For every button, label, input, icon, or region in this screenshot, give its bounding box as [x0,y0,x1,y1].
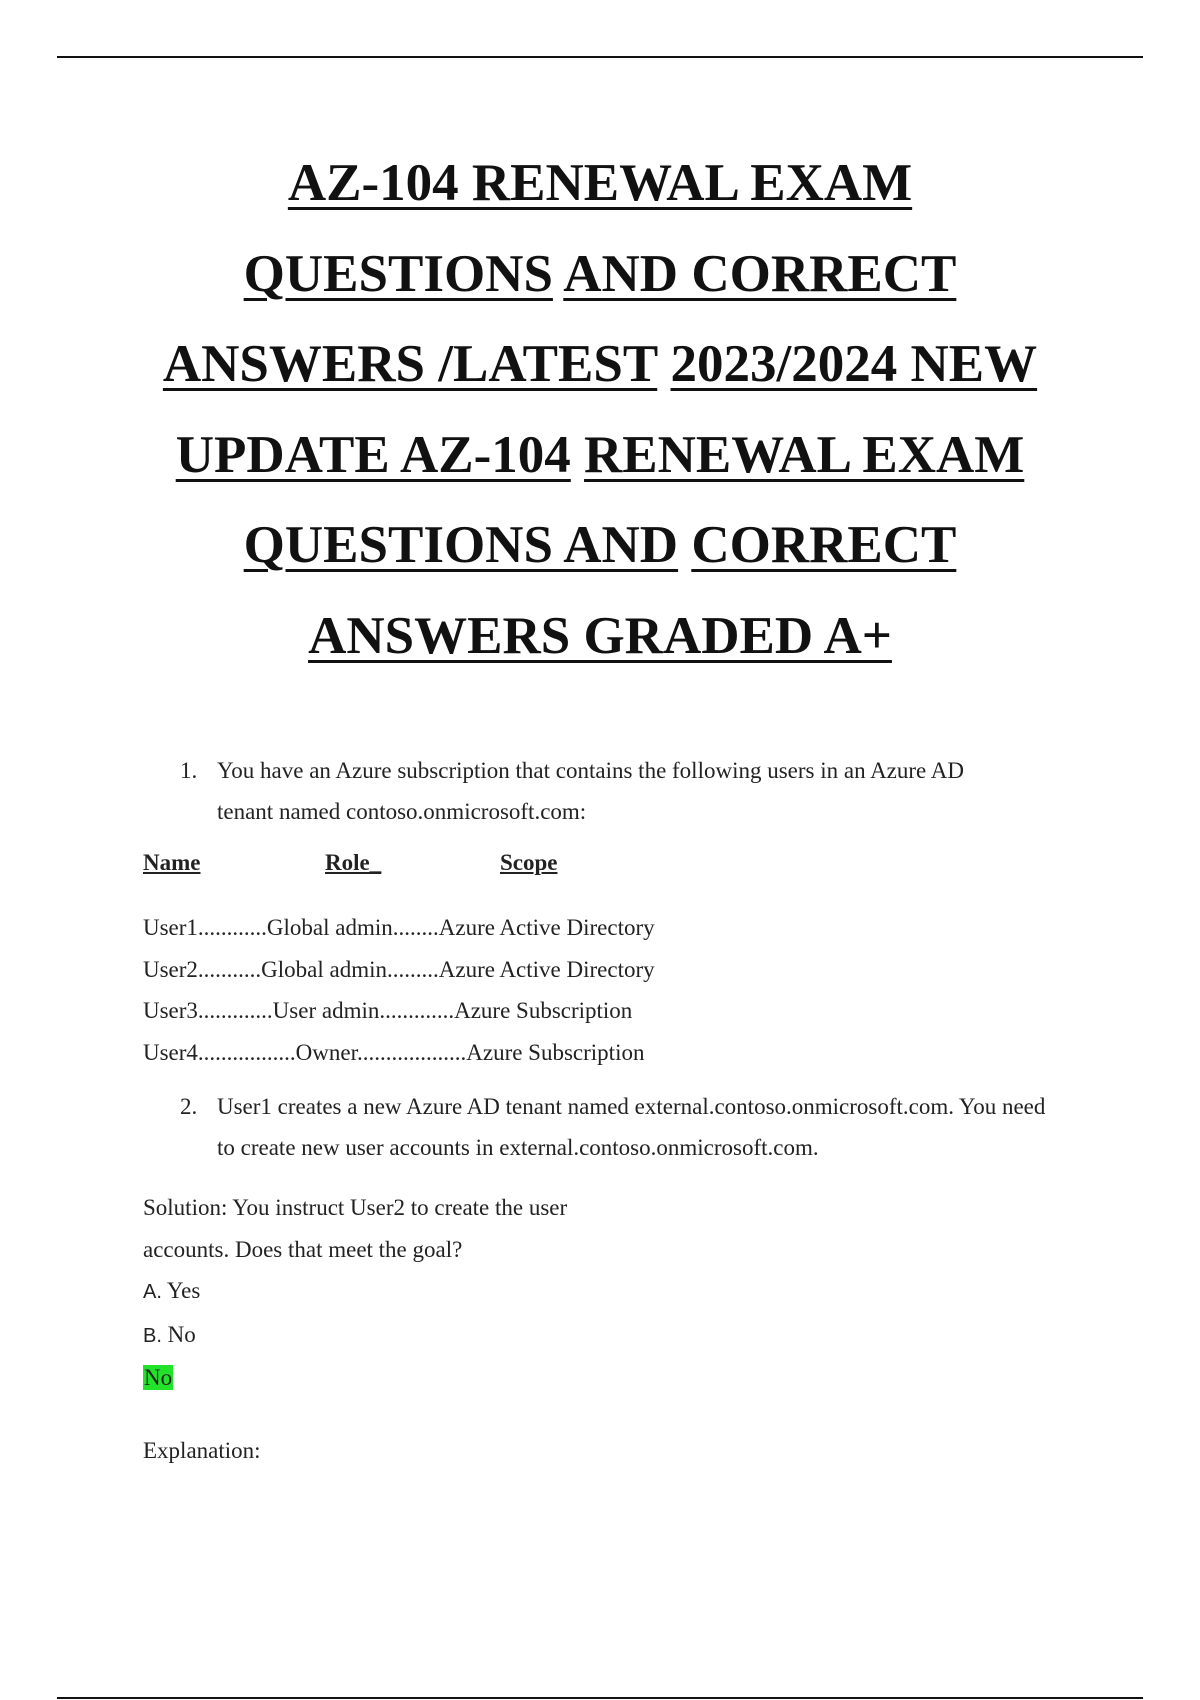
answer-line [143,1357,567,1399]
question-2-line-1: User1 creates a new Azure AD tenant named external.contoso.onmicrosoft.com. You need [217,1094,1046,1119]
header-scope: Scope [500,850,558,875]
solution-block [143,1187,567,1399]
option-b-text: No [167,1321,196,1347]
table-row: User3.............User admin.............Azure Subscription [143,998,633,1023]
title-line-2 [60,229,1140,320]
title-segment: CORRECT [691,516,957,574]
option-a-letter: A. [143,1281,162,1303]
explanation-label: Explanation: [143,1438,261,1463]
solution-line-2: accounts. Does that meet the goal? [143,1236,463,1262]
question-2 [180,1086,1045,1168]
question-1-item [180,750,964,832]
question-1-line-1: You have an Azure subscription that contains the following users in an Azure AD [217,758,964,783]
solution-line-1: Solution: You instruct User2 to create the user [143,1195,568,1220]
users-table-rows [143,907,655,1073]
title-line-5 [60,500,1140,591]
title-segment: 2023/2024 NEW [670,335,1038,393]
bottom-rule [57,1697,1143,1699]
header-name: Name [143,850,201,875]
title-segment: QUESTIONS AND [243,516,679,574]
title-line-1 [60,138,1140,229]
title-segment: RENEWAL EXAM [584,425,1025,484]
option-b-letter: B. [143,1324,162,1347]
question-1-line-2: tenant named contoso.onmicrosoft.com: [217,799,587,824]
title-line-4 [60,410,1140,501]
title-segment: AND CORRECT [563,244,957,303]
question-2-item [180,1086,1045,1168]
title-line-3 [60,319,1140,410]
table-row: User4.................Owner...................Azure Subscription [143,1039,645,1065]
table-row: User2...........Global admin.........Azure Active Directory [143,956,655,982]
title-segment: ANSWERS /LATEST [162,335,658,393]
option-b [143,1314,567,1358]
header-role: Role_ [325,850,382,875]
title-line-6 [60,591,1140,682]
table-row: User1............Global admin........Azure Active Directory [143,915,655,940]
users-table-header [143,850,558,876]
highlighted-answer: No [144,1365,173,1390]
option-a-text: Yes [166,1278,201,1303]
question-number: 1. [180,758,198,783]
question-2-line-2: to create new user accounts in external.contoso.onmicrosoft.com. [217,1135,819,1160]
title-segment: ANSWERS GRADED A+ [308,606,892,665]
title-segment: QUESTIONS [243,244,553,303]
top-rule [57,56,1143,58]
question-1 [180,750,964,832]
title-segment: AZ-104 RENEWAL EXAM [287,154,913,212]
document-title [60,138,1140,681]
option-a [143,1270,567,1314]
question-number: 2. [180,1094,198,1119]
title-segment: UPDATE AZ-104 [175,425,571,484]
